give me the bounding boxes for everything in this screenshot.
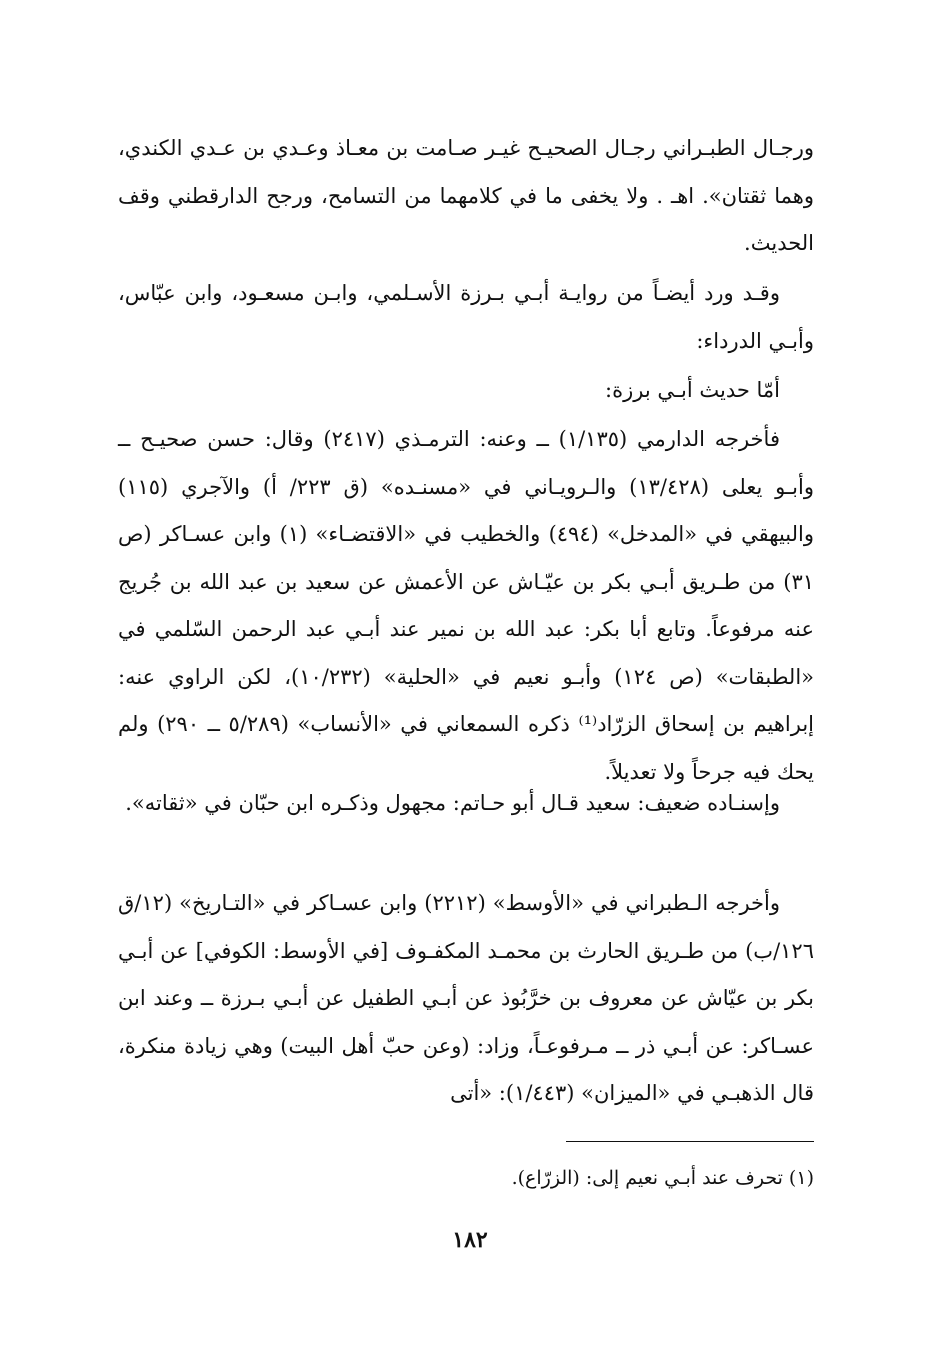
paragraph-2-text: وقـد ورد أيضـاً من روايـة أبـي بـرزة الأسـلمي، وابـن مسعـود، وابن عبّاس، وأبـي الدرداء: [118, 281, 814, 353]
paragraph-4 [118, 416, 814, 796]
paragraph-6-text: وأخرجه الـطبراني في «الأوسط» (٢٢١٢) وابن عسـاكر في «التـاريخ» (١٢/ق ١٢٦/ب) من طـريق الحارث بن محمـد المكفـوف [في الأوسط: الكوفي] عن أبـي بكر بن عيّاش عن معروف بن خرَّبُوذ عن أبـي الطفيل عن أبـي بـرزة ــ وعند ابن عسـاكر: عن أبـي ذر ــ مـرفوعـاً، وزاد: (وعن حبّ أهل البيت) وهي زيادة منكرة، قال الذهبـي في «الميزان» (١/٤٤٣): «أتى [118, 891, 814, 1105]
paragraph-6 [118, 880, 814, 1118]
paragraph-1 [118, 125, 814, 268]
paragraph-5 [118, 780, 814, 828]
paragraph-5-text: وإسنـاده ضعيف: سعيد قـال أبو حـاتم: مجهول وذكـره ابن حبّان في «ثقاته». [125, 791, 780, 815]
paragraph-3 [118, 367, 814, 415]
paragraph-1-text: ورجـال الطبـراني رجـال الصحيـح غيـر صـامت بن معـاذ وعـدي بن عـدي الكندي، وهما ثقتان». اهـ . ولا يخفى ما في كلامهما من التسامح، ورجح الدارقطني وقف الحديث. [118, 136, 814, 255]
page-number: ١٨٢ [452, 1227, 488, 1253]
footnote-separator [566, 1141, 814, 1142]
paragraph-4-text: فأخرجه الدارمي (١/١٣٥) ــ وعنه: الترمـذي (٢٤١٧) وقال: حسن صحيـح ــ وأبـو يعلى (١٣/٤٢٨) والـرويـاني في «مسنـده» (ق ٢٢٣/ أ) والآجري (١١٥) والبيهقي في «المدخل» (٤٩٤) والخطيب في «الاقتضـاء» (١) وابن عسـاكر (ص ٣١) من طـريق أبـي بكر بن عيّـاش عن الأعمش عن سعيد بن عبد الله بن جُريج عنه مرفوعاً. وتابع أبا بكر: عبد الله بن نمير عند أبـي عبد الرحمن السّلمي في «الطبقات» (ص ١٢٤) وأبـو نعيم في «الحلية» (١٠/٢٣٢)، لكن الراوي عنه: إبراهيم بن إسحاق الزرّاد⁽¹⁾ ذكره السمعاني في «الأنساب» (٥/٢٨٩ ــ ٢٩٠) ولم يحك فيه جرحاً ولا تعديلاً. [118, 427, 815, 784]
paragraph-2 [118, 270, 814, 365]
footnote: (١) تحرف عند أبـي نعيم إلى: (الزرّاع). [511, 1167, 814, 1189]
paragraph-3-text: أمّا حديث أبـي برزة: [605, 378, 780, 402]
